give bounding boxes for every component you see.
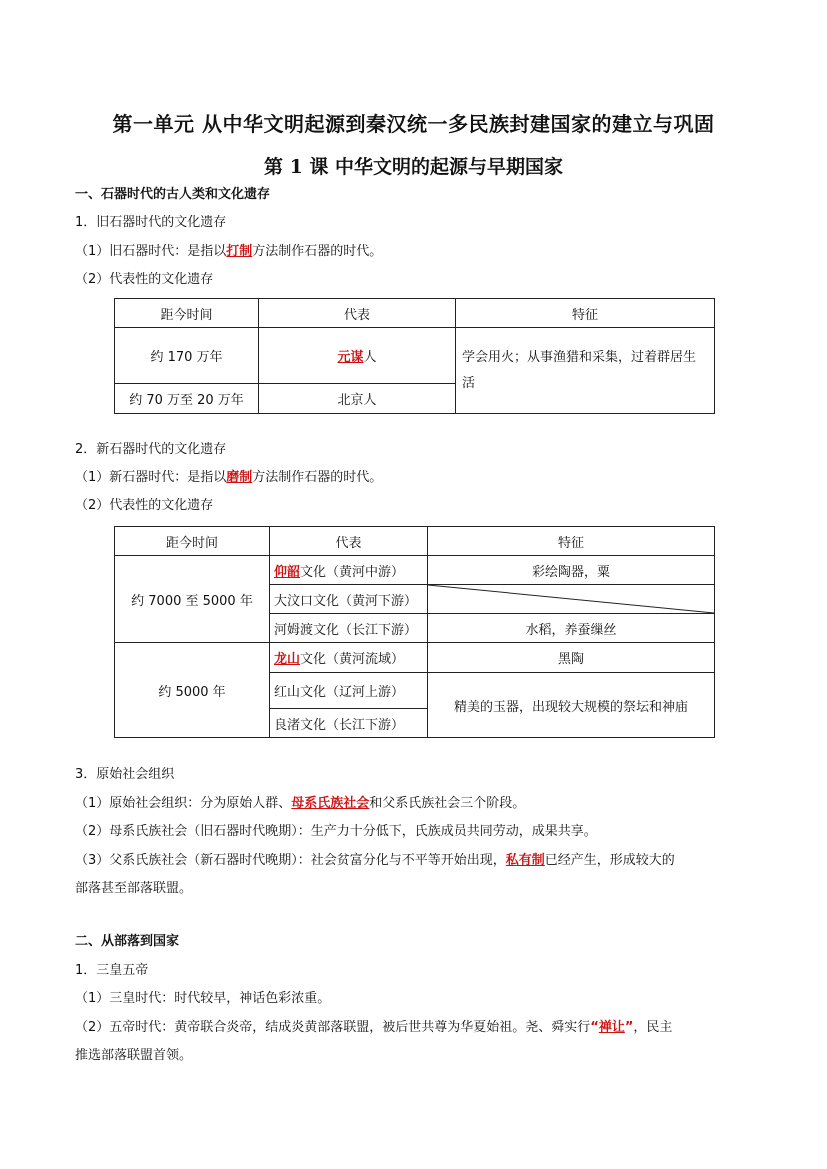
header-rep: 代表 [259, 299, 456, 328]
dawenkou-culture: 大汶口文化（黄河下游） [270, 585, 428, 614]
sub2-paragraph-1 [75, 469, 382, 487]
keyword-shanrang: 禅让 [598, 1020, 625, 1035]
quote-close: ” [624, 1020, 634, 1035]
sub1-p1-post: 方法制作石器的时代。 [252, 244, 383, 259]
table-row [115, 643, 715, 673]
sub3-paragraph-3-line2: 部落甚至部落联盟。 [75, 881, 193, 896]
yangshao-culture [270, 556, 428, 585]
table-header-row [115, 299, 715, 328]
section2-heading: 二、从部落到国家 [75, 934, 180, 949]
section2-p2-pre: （2）五帝时代：黄帝联合炎帝，结成炎黄部落联盟，被后世共尊为华夏始祖。尧、舜实行 [75, 1020, 591, 1035]
yangshao-feature: 彩绘陶器，粟 [428, 556, 715, 585]
keyword-siyouzhi: 私有制 [505, 853, 545, 868]
sub3-p1-pre: （1）原始社会组织：分为原始人群、 [75, 796, 292, 811]
group2-time: 约 5000 年 [115, 643, 270, 738]
unit-title: 第一单元 从中华文明起源到秦汉统一多民族封建国家的建立与巩固 [112, 112, 715, 136]
diagonal-line [428, 585, 714, 613]
sub3-paragraph-1 [75, 795, 525, 813]
keyword-muxi: 母系氏族社会 [291, 796, 370, 811]
sub3-paragraph-3 [75, 852, 675, 870]
sub3-p3-pre: （3）父系氏族社会（新石器时代晚期）：社会贫富分化与不平等开始出现， [75, 853, 506, 868]
hemudu-feature: 水稻，养蚕缫丝 [428, 614, 715, 643]
group1-time: 约 7000 至 5000 年 [115, 556, 270, 643]
keyword-dazhi: 打制 [226, 244, 253, 259]
sub3-p1-post: 和父系氏族社会三个阶段。 [369, 796, 526, 811]
hemudu-culture: 河姆渡文化（长江下游） [270, 614, 428, 643]
header-time: 距今时间 [115, 527, 270, 556]
paleolithic-feature: 学会用火；从事渔猎和采集，过着群居生活 [456, 328, 715, 414]
longshan-feature: 黑陶 [428, 643, 715, 673]
group2-feature: 精美的玉器，出现较大规模的祭坛和神庙 [428, 673, 715, 738]
sub1-paragraph-1 [75, 243, 382, 261]
sub1-heading: 1．旧石器时代的文化遗存 [75, 215, 227, 230]
sub3-paragraph-2: （2）母系氏族社会（旧石器时代晚期）：生产力十分低下，氏族成员共同劳动，成果共享。 [75, 824, 597, 839]
sub2-p1-pre: （1）新石器时代：是指以 [75, 470, 227, 485]
diagonal-empty-cell [428, 585, 715, 614]
row1-time: 约 170 万年 [115, 328, 259, 384]
table-row [115, 328, 715, 384]
row1-rep-post: 人 [363, 350, 377, 365]
keyword-mozhi: 磨制 [226, 470, 253, 485]
quote-open: “ [590, 1020, 599, 1035]
lesson-title: 第 1 课 中华文明的起源与早期国家 [263, 156, 564, 178]
sub1-paragraph-2: （2）代表性的文化遗存 [75, 272, 214, 287]
sub3-p3-post: 已经产生，形成较大的 [544, 853, 675, 868]
header-rep: 代表 [270, 527, 428, 556]
section2-paragraph-2 [75, 1019, 672, 1037]
row2-rep: 北京人 [259, 384, 456, 414]
section2-paragraph-2-line2: 推选部落联盟首领。 [75, 1048, 193, 1063]
section2-paragraph-1: （1）三皇时代：时代较早，神话色彩浓重。 [75, 991, 331, 1006]
liangzhu-culture: 良渚文化（长江下游） [270, 709, 428, 738]
section1-heading: 一、石器时代的古人类和文化遗存 [75, 187, 271, 202]
keyword-longshan: 龙山 [274, 652, 301, 667]
table-row [115, 556, 715, 585]
neolithic-table [114, 526, 715, 738]
keyword-yuanmou: 元谋 [337, 350, 364, 365]
keyword-yangshao: 仰韶 [274, 564, 301, 580]
sub1-p1-pre: （1）旧石器时代：是指以 [75, 244, 227, 259]
header-time: 距今时间 [115, 299, 259, 328]
yangshao-post: 文化（黄河中游） [300, 564, 405, 580]
header-feature: 特征 [428, 527, 715, 556]
sub2-heading: 2．新石器时代的文化遗存 [75, 442, 227, 457]
longshan-culture [270, 643, 428, 673]
sub2-paragraph-2: （2）代表性的文化遗存 [75, 498, 214, 513]
paleolithic-table [114, 298, 715, 414]
row2-time: 约 70 万至 20 万年 [115, 384, 259, 414]
longshan-post: 文化（黄河流域） [300, 652, 405, 667]
section2-p2-post: ，民主 [633, 1020, 673, 1035]
sub2-p1-post: 方法制作石器的时代。 [252, 470, 383, 485]
header-feature: 特征 [456, 299, 715, 328]
table-header-row [115, 527, 715, 556]
sub3-heading: 3．原始社会组织 [75, 767, 175, 782]
row1-rep [259, 328, 456, 384]
section2-sub1-heading: 1．三皇五帝 [75, 963, 149, 978]
hongshan-culture: 红山文化（辽河上游） [270, 673, 428, 709]
